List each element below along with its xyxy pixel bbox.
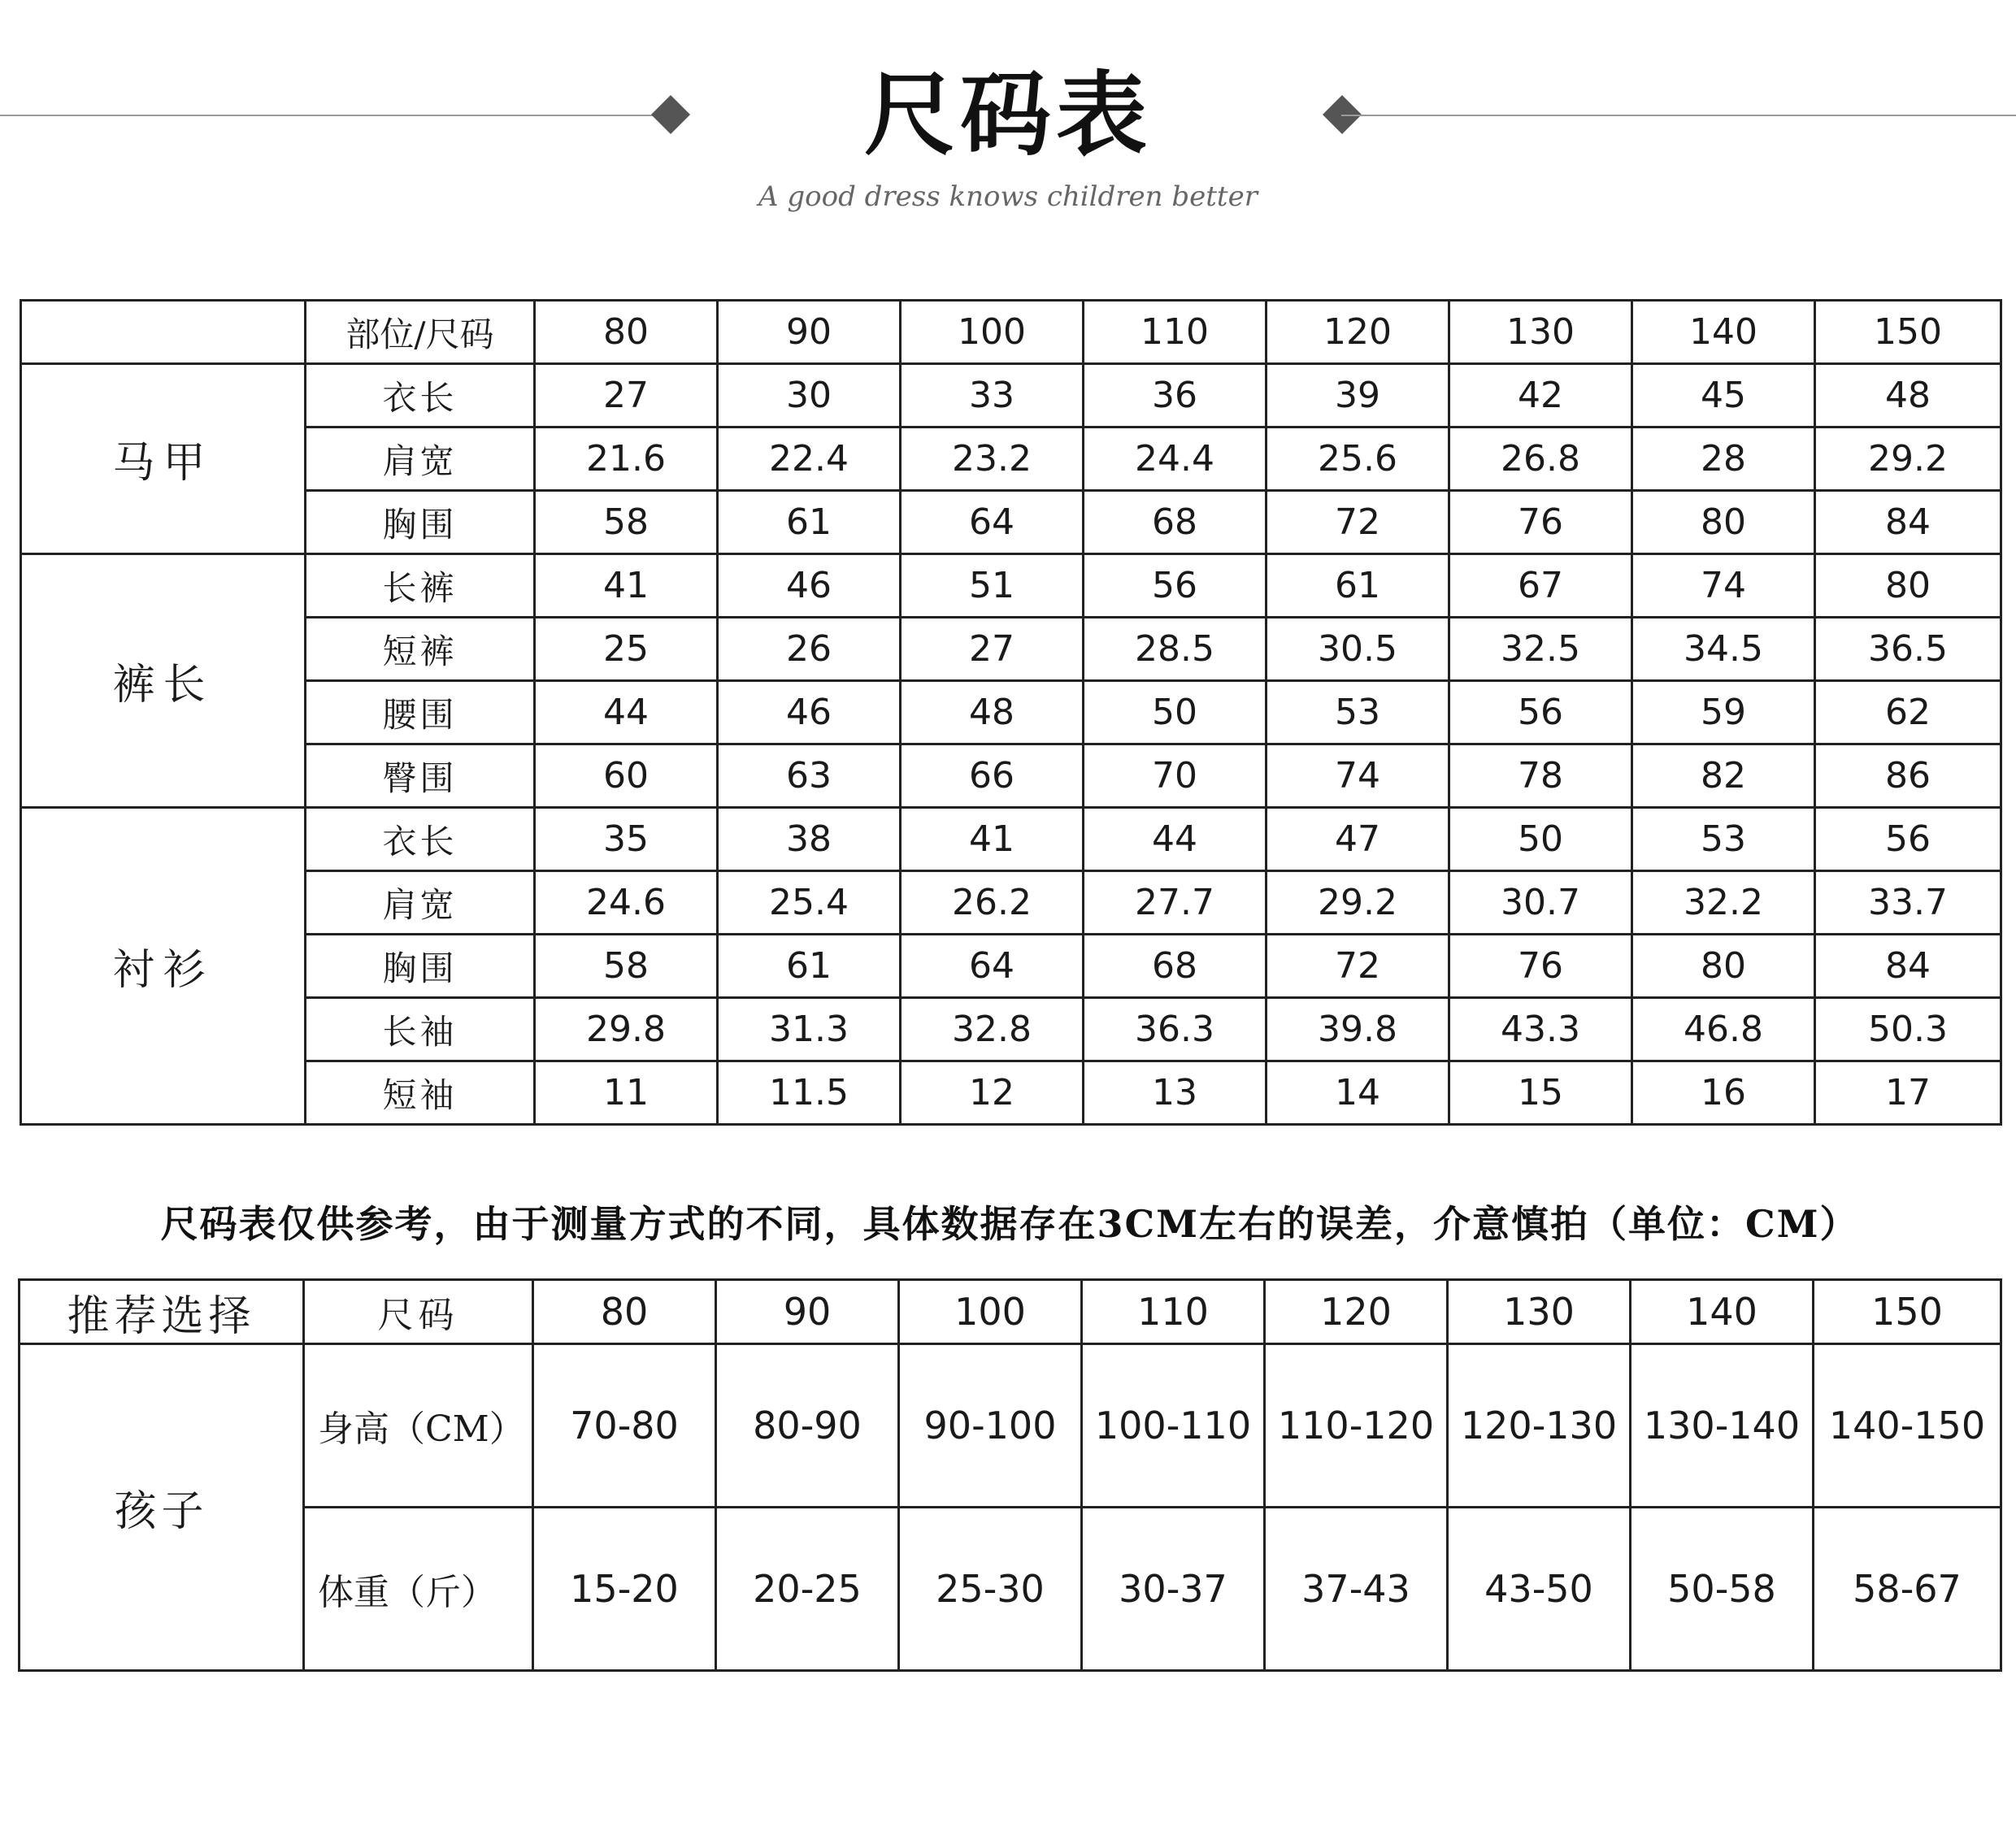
size-label: 尺码 — [304, 1280, 533, 1344]
measurement-value-cell: 50.3 — [1815, 998, 2001, 1061]
range-value-cell: 20-25 — [716, 1508, 899, 1671]
measurement-value-cell: 53 — [1632, 808, 1815, 871]
measurement-value-cell: 76 — [1449, 491, 1632, 554]
measurement-value-cell: 48 — [901, 681, 1084, 744]
recommend-row — [20, 1508, 2001, 1671]
measurement-value-cell: 11 — [535, 1061, 718, 1125]
measurement-value-cell: 26 — [718, 618, 901, 681]
measurement-value-cell: 30.7 — [1449, 871, 1632, 935]
measurement-label: 胸围 — [306, 935, 535, 998]
measurement-value-cell: 24.4 — [1084, 427, 1267, 491]
recommend-table — [18, 1278, 2002, 1672]
measurement-value-cell: 72 — [1267, 935, 1449, 998]
recommend-corner-label: 推荐选择 — [20, 1280, 304, 1344]
measurement-value-cell: 56 — [1449, 681, 1632, 744]
range-value-cell: 15-20 — [533, 1508, 716, 1671]
table-header-row — [21, 301, 2001, 364]
measurement-value-cell: 45 — [1632, 364, 1815, 427]
measurement-value-cell: 64 — [901, 935, 1084, 998]
measurement-label: 胸围 — [306, 491, 535, 554]
measurement-value-cell: 43.3 — [1449, 998, 1632, 1061]
measurement-value-cell: 74 — [1267, 744, 1449, 808]
recommend-row-label: 身高（CM） — [304, 1344, 533, 1508]
measurement-value-cell: 42 — [1449, 364, 1632, 427]
measurement-value-cell: 14 — [1267, 1061, 1449, 1125]
measurement-value-cell: 48 — [1815, 364, 2001, 427]
measurement-value-cell: 62 — [1815, 681, 2001, 744]
size-header-cell: 130 — [1448, 1280, 1631, 1344]
size-table — [20, 299, 2002, 1126]
range-value-cell: 130-140 — [1631, 1344, 1814, 1508]
measurement-value-cell: 32.2 — [1632, 871, 1815, 935]
measurement-value-cell: 84 — [1815, 935, 2001, 998]
garment-group-label: 裤长 — [21, 554, 306, 808]
measurement-value-cell: 67 — [1449, 554, 1632, 618]
page-subtitle: A good dress knows children better — [758, 180, 1258, 213]
measurement-value-cell: 36 — [1084, 364, 1267, 427]
size-header-cell: 120 — [1267, 301, 1449, 364]
table-row — [21, 554, 2001, 618]
measurement-value-cell: 51 — [901, 554, 1084, 618]
measurement-value-cell: 84 — [1815, 491, 2001, 554]
measurement-value-cell: 33 — [901, 364, 1084, 427]
table-row — [21, 427, 2001, 491]
measurement-value-cell: 44 — [1084, 808, 1267, 871]
measurement-value-cell: 47 — [1267, 808, 1449, 871]
measurement-value-cell: 46 — [718, 554, 901, 618]
measurement-value-cell: 74 — [1632, 554, 1815, 618]
measurement-value-cell: 50 — [1084, 681, 1267, 744]
measurement-value-cell: 46.8 — [1632, 998, 1815, 1061]
measurement-value-cell: 25.4 — [718, 871, 901, 935]
range-value-cell: 120-130 — [1448, 1344, 1631, 1508]
measurement-value-cell: 27 — [535, 364, 718, 427]
table-row — [21, 935, 2001, 998]
measurement-value-cell: 22.4 — [718, 427, 901, 491]
range-value-cell: 110-120 — [1265, 1344, 1448, 1508]
garment-group-label: 衬衫 — [21, 808, 306, 1125]
measurement-value-cell: 21.6 — [535, 427, 718, 491]
measurement-value-cell: 46 — [718, 681, 901, 744]
measurement-value-cell: 50 — [1449, 808, 1632, 871]
measurement-value-cell: 29.8 — [535, 998, 718, 1061]
measurement-value-cell: 41 — [535, 554, 718, 618]
measurement-value-cell: 34.5 — [1632, 618, 1815, 681]
table-row — [21, 491, 2001, 554]
measurement-label: 肩宽 — [306, 871, 535, 935]
measurement-value-cell: 39.8 — [1267, 998, 1449, 1061]
measurement-value-cell: 61 — [1267, 554, 1449, 618]
recommend-row-label: 体重（斤） — [304, 1508, 533, 1671]
size-header-cell: 110 — [1082, 1280, 1265, 1344]
measurement-label: 肩宽 — [306, 427, 535, 491]
range-value-cell: 140-150 — [1814, 1344, 2001, 1508]
size-header-cell: 120 — [1265, 1280, 1448, 1344]
range-value-cell: 70-80 — [533, 1344, 716, 1508]
size-header-cell: 100 — [899, 1280, 1082, 1344]
corner-label: 部位/尺码 — [306, 301, 535, 364]
size-header-cell: 90 — [716, 1280, 899, 1344]
size-header-cell: 100 — [901, 301, 1084, 364]
recommend-row — [20, 1344, 2001, 1508]
size-header-cell: 150 — [1815, 301, 2001, 364]
table-row — [21, 871, 2001, 935]
size-header-cell: 80 — [535, 301, 718, 364]
range-value-cell: 80-90 — [716, 1344, 899, 1508]
range-value-cell: 43-50 — [1448, 1508, 1631, 1671]
measurement-value-cell: 24.6 — [535, 871, 718, 935]
measurement-value-cell: 70 — [1084, 744, 1267, 808]
measurement-value-cell: 59 — [1632, 681, 1815, 744]
range-value-cell: 100-110 — [1082, 1344, 1265, 1508]
measurement-label: 短裤 — [306, 618, 535, 681]
measurement-value-cell: 68 — [1084, 491, 1267, 554]
range-value-cell: 50-58 — [1631, 1508, 1814, 1671]
measurement-value-cell: 13 — [1084, 1061, 1267, 1125]
range-value-cell: 37-43 — [1265, 1508, 1448, 1671]
range-value-cell: 25-30 — [899, 1508, 1082, 1671]
measurement-value-cell: 23.2 — [901, 427, 1084, 491]
measurement-value-cell: 27 — [901, 618, 1084, 681]
measurement-value-cell: 72 — [1267, 491, 1449, 554]
measurement-value-cell: 56 — [1815, 808, 2001, 871]
measurement-value-cell: 82 — [1632, 744, 1815, 808]
measurement-value-cell: 35 — [535, 808, 718, 871]
measurement-label: 长裤 — [306, 554, 535, 618]
measurement-value-cell: 25 — [535, 618, 718, 681]
measurement-value-cell: 58 — [535, 935, 718, 998]
measurement-value-cell: 56 — [1084, 554, 1267, 618]
size-header-cell: 150 — [1814, 1280, 2001, 1344]
measurement-value-cell: 76 — [1449, 935, 1632, 998]
measurement-label: 短袖 — [306, 1061, 535, 1125]
measurement-value-cell: 29.2 — [1815, 427, 2001, 491]
page-title: 尺码表 — [864, 62, 1152, 168]
measurement-value-cell: 80 — [1632, 491, 1815, 554]
measurement-value-cell: 60 — [535, 744, 718, 808]
page-header — [0, 0, 2016, 268]
measurement-value-cell: 30.5 — [1267, 618, 1449, 681]
size-header-cell: 140 — [1631, 1280, 1814, 1344]
measurement-value-cell: 41 — [901, 808, 1084, 871]
measurement-value-cell: 28.5 — [1084, 618, 1267, 681]
measurement-label: 腰围 — [306, 681, 535, 744]
measurement-value-cell: 29.2 — [1267, 871, 1449, 935]
table-row — [21, 618, 2001, 681]
measurement-value-cell: 36.5 — [1815, 618, 2001, 681]
measurement-value-cell: 15 — [1449, 1061, 1632, 1125]
measurement-value-cell: 33.7 — [1815, 871, 2001, 935]
measurement-value-cell: 80 — [1815, 554, 2001, 618]
measurement-value-cell: 11.5 — [718, 1061, 901, 1125]
size-header-cell: 140 — [1632, 301, 1815, 364]
measurement-value-cell: 68 — [1084, 935, 1267, 998]
measurement-value-cell: 32.8 — [901, 998, 1084, 1061]
corner-blank-cell — [21, 301, 306, 364]
measurement-label: 臀围 — [306, 744, 535, 808]
range-value-cell: 90-100 — [899, 1344, 1082, 1508]
measurement-value-cell: 61 — [718, 935, 901, 998]
table-row — [21, 681, 2001, 744]
measurement-value-cell: 58 — [535, 491, 718, 554]
measurement-value-cell: 36.3 — [1084, 998, 1267, 1061]
measurement-value-cell: 31.3 — [718, 998, 901, 1061]
measurement-label: 衣长 — [306, 364, 535, 427]
table-row — [21, 1061, 2001, 1125]
measurement-value-cell: 17 — [1815, 1061, 2001, 1125]
recommend-header-row — [20, 1280, 2001, 1344]
measurement-value-cell: 27.7 — [1084, 871, 1267, 935]
measurement-value-cell: 63 — [718, 744, 901, 808]
measurement-value-cell: 66 — [901, 744, 1084, 808]
measurement-value-cell: 28 — [1632, 427, 1815, 491]
table-row — [21, 998, 2001, 1061]
size-header-cell: 110 — [1084, 301, 1267, 364]
measurement-label: 长袖 — [306, 998, 535, 1061]
size-header-cell: 90 — [718, 301, 901, 364]
measurement-value-cell: 38 — [718, 808, 901, 871]
garment-group-label: 马甲 — [21, 364, 306, 554]
table-row — [21, 364, 2001, 427]
measurement-value-cell: 26.8 — [1449, 427, 1632, 491]
measurement-value-cell: 53 — [1267, 681, 1449, 744]
range-value-cell: 30-37 — [1082, 1508, 1265, 1671]
measurement-value-cell: 80 — [1632, 935, 1815, 998]
measurement-value-cell: 30 — [718, 364, 901, 427]
measurement-label: 衣长 — [306, 808, 535, 871]
measurement-value-cell: 86 — [1815, 744, 2001, 808]
measurement-value-cell: 25.6 — [1267, 427, 1449, 491]
right-divider-line — [1341, 115, 2016, 116]
measurement-value-cell: 32.5 — [1449, 618, 1632, 681]
child-group-label: 孩子 — [20, 1344, 304, 1671]
range-value-cell: 58-67 — [1814, 1508, 2001, 1671]
size-header-cell: 80 — [533, 1280, 716, 1344]
measurement-value-cell: 39 — [1267, 364, 1449, 427]
measurement-value-cell: 16 — [1632, 1061, 1815, 1125]
table-row — [21, 744, 2001, 808]
measurement-value-cell: 61 — [718, 491, 901, 554]
measurement-value-cell: 26.2 — [901, 871, 1084, 935]
measurement-value-cell: 64 — [901, 491, 1084, 554]
measurement-value-cell: 44 — [535, 681, 718, 744]
table-row — [21, 808, 2001, 871]
measurement-value-cell: 12 — [901, 1061, 1084, 1125]
disclaimer-note: 尺码表仅供参考，由于测量方式的不同，具体数据存在3CM左右的误差，介意慎拍（单位：CM） — [160, 1202, 1859, 1246]
measurement-value-cell: 78 — [1449, 744, 1632, 808]
size-header-cell: 130 — [1449, 301, 1632, 364]
